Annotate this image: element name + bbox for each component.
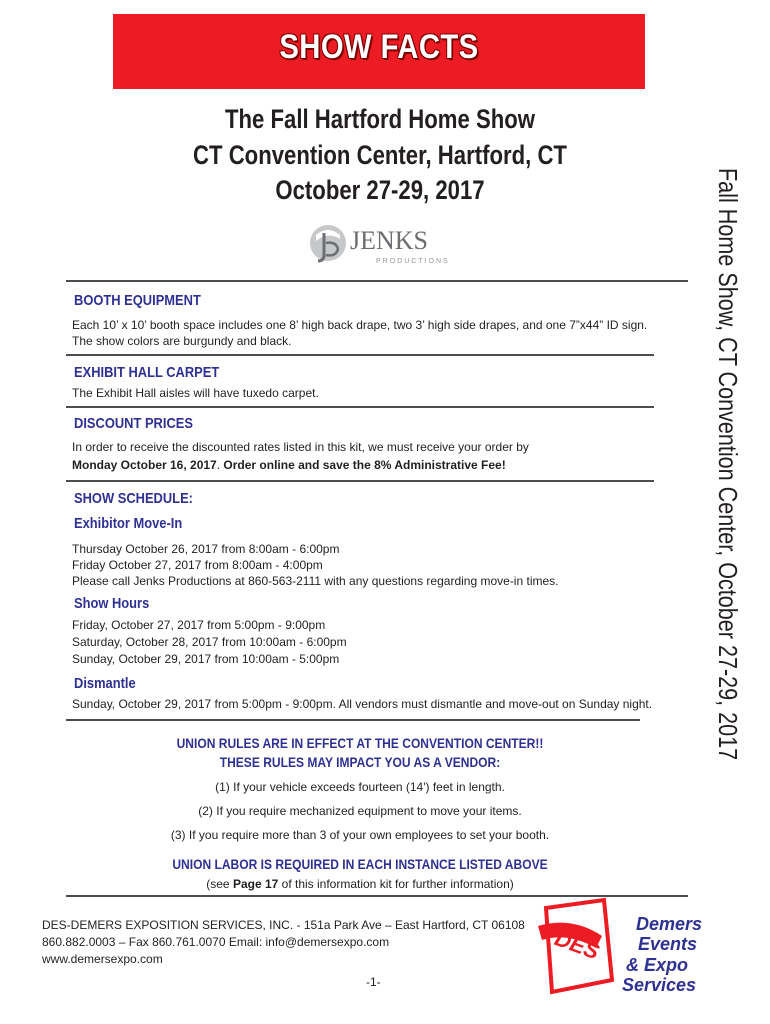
svg-text:JENKS: JENKS [350, 226, 429, 255]
section-heading-booth-equipment: BOOTH EQUIPMENT [74, 292, 201, 309]
discount-sep: . [216, 458, 224, 472]
booth-equipment-text-1: Each 10’ x 10’ booth space includes one 8’ high back drape, two 3’ high side drapes, and one 7”x44” ID sign. [72, 318, 648, 332]
carpet-text: The Exhibit Hall aisles will have tuxedo carpet. [72, 386, 319, 400]
move-in-line-3: Please call Jenks Productions at 860-563-2111 with any questions regarding move-in times. [72, 574, 559, 588]
union-see-page [140, 877, 580, 891]
see-post: of this information kit for further information) [278, 877, 514, 891]
divider [66, 354, 654, 356]
booth-equipment-text-2: The show colors are burgundy and black. [72, 334, 292, 348]
move-in-line-1: Thursday October 26, 2017 from 8:00am - 6:00pm [72, 542, 340, 556]
divider [66, 719, 640, 721]
hours-line-3: Sunday, October 29, 2017 from 10:00am - 5:00pm [72, 652, 340, 666]
divider [66, 480, 654, 482]
subheading-show-hours: Show Hours [74, 595, 150, 612]
section-heading-show-schedule: SHOW SCHEDULE: [74, 490, 193, 507]
section-heading-exhibit-hall-carpet: EXHIBIT HALL CARPET [74, 364, 220, 381]
divider [66, 406, 654, 408]
page-title: SHOW FACTS [279, 28, 479, 66]
show-dates: October 27-29, 2017 [275, 175, 485, 205]
svg-text:PRODUCTIONS: PRODUCTIONS [376, 258, 450, 265]
discount-deadline: Monday October 16, 2017 [72, 458, 217, 472]
footer-address: DES-DEMERS EXPOSITION SERVICES, INC. - 151a Park Ave – East Hartford, CT 06108 [42, 918, 525, 932]
union-rule-2: (2) If you require mechanized equipment to move your items. [198, 804, 522, 818]
des-logo [532, 896, 620, 996]
show-venue: CT Convention Center, Hartford, CT [193, 140, 567, 170]
dismantle-text: Sunday, October 29, 2017 from 5:00pm - 9:00pm. All vendors must dismantle and move-out on Sunday night. [72, 697, 653, 711]
union-labor-required: UNION LABOR IS REQUIRED IN EACH INSTANCE LISTED ABOVE [172, 856, 548, 872]
discount-online-note: Order online and save the 8% Administrative Fee! [223, 458, 506, 472]
union-rules-heading: UNION RULES ARE IN EFFECT AT THE CONVENTION CENTER!! [176, 735, 544, 751]
page-number: -1- [366, 975, 381, 989]
union-rules-subheading: THESE RULES MAY IMPACT YOU AS A VENDOR: [219, 754, 501, 770]
side-title [712, 168, 743, 868]
des-line-2: Events [638, 934, 698, 954]
move-in-line-2: Friday October 27, 2017 from 8:00am - 4:00pm [72, 558, 323, 572]
des-line-4: Services [622, 975, 697, 995]
hours-line-2: Saturday, October 28, 2017 from 10:00am - 6:00pm [72, 635, 347, 649]
subheading-move-in: Exhibitor Move-In [74, 515, 183, 532]
subheading-dismantle: Dismantle [74, 675, 136, 692]
des-line-1: Demers [636, 914, 703, 934]
hours-line-1: Friday, October 27, 2017 from 5:00pm - 9:00pm [72, 618, 326, 632]
see-pre: (see [206, 877, 233, 891]
side-title-text: Fall Home Show, CT Convention Center, October 27-29, 2017 [713, 168, 743, 761]
discount-text-1: In order to receive the discounted rates listed in this kit, we must receive your order by [72, 440, 529, 454]
section-heading-discount-prices: DISCOUNT PRICES [74, 415, 193, 432]
show-name: The Fall Hartford Home Show [225, 104, 535, 134]
footer-website: www.demersexpo.com [42, 952, 163, 966]
see-page-ref: Page 17 [232, 877, 279, 891]
des-line-3: & Expo [626, 955, 689, 975]
des-mark: DES [551, 925, 603, 965]
discount-text-2 [72, 458, 506, 472]
divider [66, 280, 688, 282]
union-rule-3: (3) If you require more than 3 of your own employees to set your booth. [170, 828, 550, 842]
jenks-logo [306, 219, 466, 269]
union-rule-1: (1) If your vehicle exceeds fourteen (14') feet in length. [215, 780, 505, 794]
footer-contact: 860.882.0003 – Fax 860.761.0070 Email: info@demersexpo.com [42, 935, 390, 949]
